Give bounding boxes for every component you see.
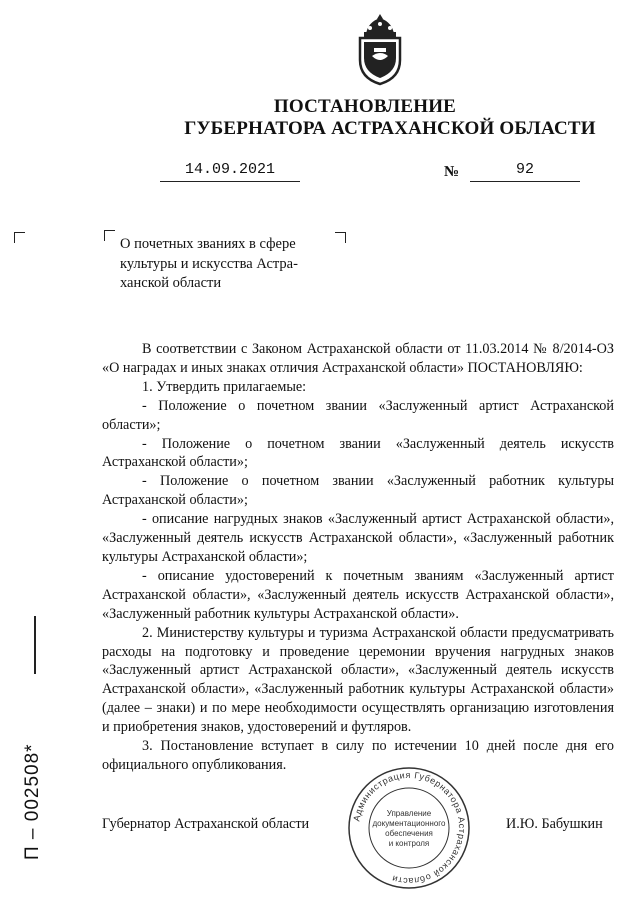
- signatory-position: Губернатор Астраханской области: [102, 816, 310, 832]
- body-paragraph: - описание нагрудных знаков «Заслуженный артист Астраханской области», «Заслуженный деятель искусств Астраханской области», «Заслуженный работник культуры Астраханской области»;: [102, 511, 614, 565]
- body-paragraph: В соответствии с Законом Астраханской области от 11.03.2014 № 8/2014-ОЗ «О наградах и иных знаках отличия Астраханской области» ПОСТАНОВЛЯЮ:: [102, 341, 614, 376]
- subject-line: ханской области: [120, 275, 222, 291]
- body-paragraph: - описание удостоверений к почетным званиям «Заслуженный артист Астраханской области», «Заслуженный деятель искусств Астраханской области», «Заслуженный работник культуры Астраханской области».: [102, 567, 614, 622]
- body-paragraph: 1. Утвердить прилагаемые:: [142, 378, 307, 395]
- coat-of-arms-emblem: [352, 8, 408, 88]
- signatory-name: И.Ю. Бабушкин: [506, 816, 603, 832]
- subject-line: О почетных званиях в сфере: [120, 236, 296, 252]
- corner-mark-subject-right: [335, 232, 346, 243]
- document-subtitle: ГУБЕРНАТОРА АСТРАХАНСКОЙ ОБЛАСТИ: [184, 118, 596, 139]
- body-paragraph: - Положение о почетном звании «Заслуженный артист Астраханской области»;: [102, 397, 614, 433]
- document-subject: [120, 235, 335, 294]
- body-paragraph: 2. Министерству культуры и туризма Астраханской области предусматривать расходы на подготовку и проведение церемонии вручения нагрудных знаков «Заслуженный артист Астраханской области», «Заслуженный деятель искусств Астраханской области», «Заслуженный работник культуры Астраханской области» (далее – знаки) и по мере необходимости осуществлять организацию изготовления и приобретения знаков, удостоверений и футляров.: [102, 624, 614, 736]
- document-body: [102, 340, 614, 775]
- stamp-center-line: Управление: [386, 809, 432, 818]
- registration-code: П – 002508*: [22, 743, 43, 860]
- document-date: 14.09.2021: [160, 161, 300, 182]
- document-number: 92: [470, 161, 580, 182]
- body-paragraph: 3. Постановление вступает в силу по истечении 10 дней после дня его официального опубликования.: [102, 738, 614, 773]
- official-stamp: [347, 766, 471, 890]
- stamp-center-line: обеспечения: [385, 829, 433, 838]
- subject-line: культуры и искусства Астра-: [120, 255, 298, 272]
- corner-mark-left: [14, 232, 25, 243]
- corner-mark-subject-left: [104, 230, 115, 241]
- document-title: ПОСТАНОВЛЕНИЕ: [273, 96, 457, 117]
- number-sign: №: [444, 164, 460, 180]
- stamp-center-line: и контроля: [388, 839, 430, 848]
- margin-rule: [34, 616, 36, 674]
- body-paragraph: - Положение о почетном звании «Заслуженный работник культуры Астраханской области»;: [102, 473, 614, 509]
- stamp-center-line: документационного: [372, 819, 446, 828]
- body-paragraph: - Положение о почетном звании «Заслуженный деятель искусств Астраханской области»;: [102, 435, 614, 471]
- stamp-ring-text: Администрация Губернатора Астраханской области: [351, 769, 468, 887]
